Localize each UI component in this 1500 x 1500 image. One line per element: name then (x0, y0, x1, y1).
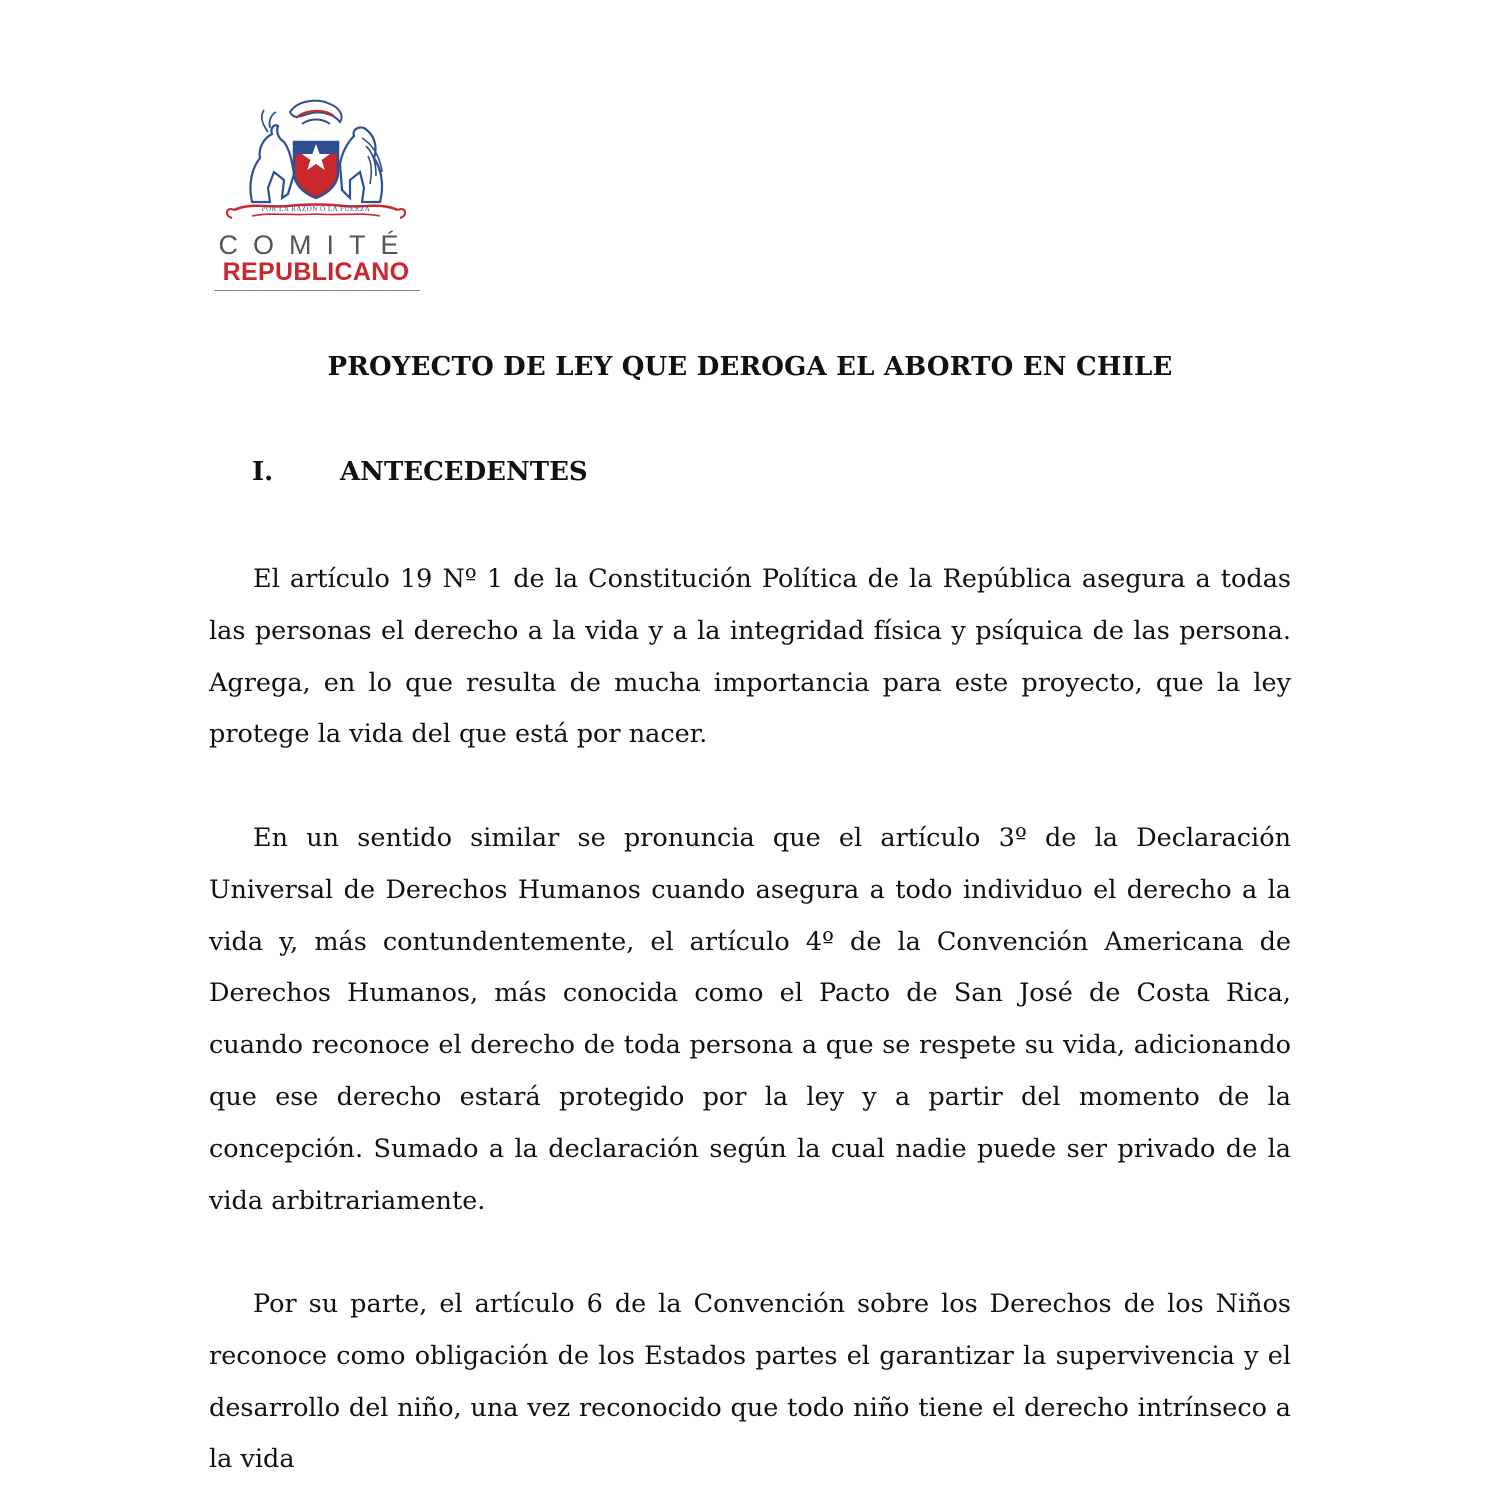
section-title: ANTECEDENTES (340, 457, 588, 487)
logo-text-comite: COMITÉ (218, 230, 414, 260)
paragraph: El artículo 19 Nº 1 de la Constitución Política de la República asegura a todas las personas el derecho a la vida y a la integridad física y psíquica de las persona. Agrega, en lo que resulta de mucha importancia para este proyecto, que la ley protege la vida del que está por nacer. (209, 564, 1291, 750)
section-heading (252, 457, 588, 487)
logo-text-republicano: REPUBLICANO (222, 258, 410, 286)
comite-republicano-logo (212, 98, 424, 298)
paragraph: En un sentido similar se pronuncia que el artículo 3º de la Declaración Universal de Derechos Humanos cuando asegura a todo individuo el derecho a la vida y, más contundentemente, el artículo 4º de la Convención Americana de Derechos Humanos, más conocida como el Pacto de San José de Costa Rica, cuando reconoce el derecho de toda persona a que se respete su vida, adicionando que ese derecho estará protegido por la ley y a partir del momento de la concepción. Sumado a la declaración según la cual nadie puede ser privado de la vida arbitrariamente. (209, 823, 1291, 1216)
logo-underline (214, 290, 420, 291)
paragraph: Por su parte, el artículo 6 de la Convención sobre los Derechos de los Niños reconoce como obligación de los Estados partes el garantizar la supervivencia y el desarrollo del niño, una vez reconocido que todo niño tiene el derecho intrínseco a la vida (209, 1289, 1291, 1475)
section-number: I. (252, 457, 274, 487)
logo-motto: POR LA RAZON O LA FUERZA (261, 205, 371, 213)
chile-coat-of-arms-icon (212, 98, 420, 228)
document-title: PROYECTO DE LEY QUE DEROGA EL ABORTO EN CHILE (327, 352, 1173, 382)
